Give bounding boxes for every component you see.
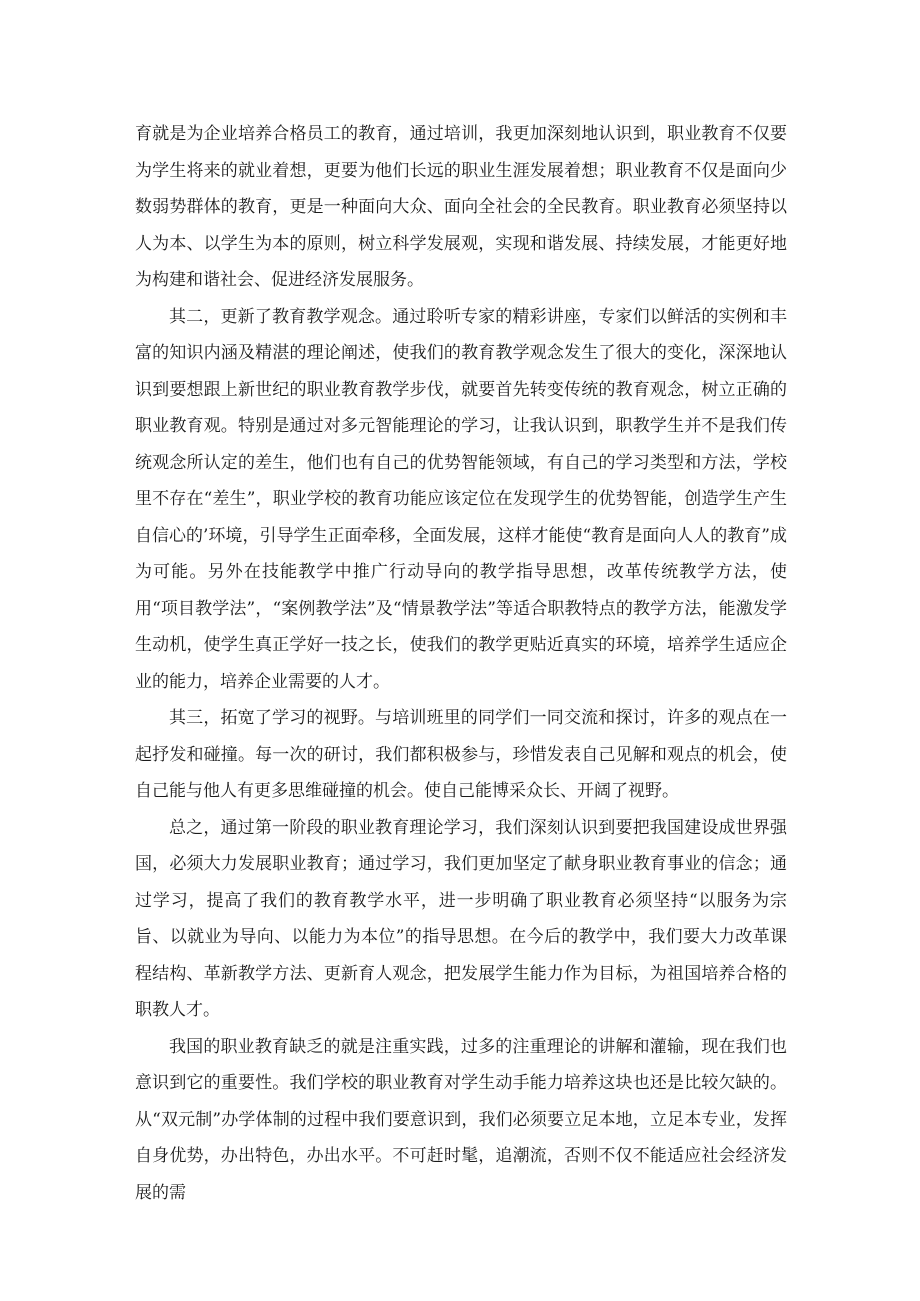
paragraph-1: 育就是为企业培养合格员工的教育，通过培训，我更加深刻地认识到，职业教育不仅要为学生将来的就业着想，更要为他们长远的职业生涯发展着想；职业教育不仅是面向少数弱势群体的教育，更是一种面向大众、面向全社会的全民教育。职业教育必须坚持以人为本、以学生为本的原则，树立科学发展观，实现和谐发展、持续发展，才能更好地为构建和谐社会、促进经济发展服务。 <box>135 124 787 290</box>
paragraph-2: 其二，更新了教育教学观念。通过聆听专家的精彩讲座，专家们以鲜活的实例和丰富的知识内涵及精湛的理论阐述，使我们的教育教学观念发生了很大的变化，深深地认识到要想跟上新世纪的职业教育教学步伐，就要首先转变传统的教育观念，树立正确的职业教育观。特别是通过对多元智能理论的学习，让我认识到，职教学生并不是我们传统观念所认定的差生，他们也有自己的优势智能领域，有自己的学习类型和方法，学校里不存在“差生”，职业学校的教育功能应该定位在发现学生的优势智能，创造学生产生自信心的’环境，引导学生正面牵移，全面发展，这样才能使“教育是面向人人的教育”成为可能。另外在技能教学中推广行动导向的教学指导思想，改革传统教学方法，使用“项目教学法”，“案例教学法”及“情景教学法”等适合职教特点的教学方法，能激发学生动机，使学生真正学好一技之长，使我们的教学更贴近真实的环境，培养学生适应企业的能力，培养企业需要的人才。 <box>135 306 787 692</box>
paragraph-5: 我国的职业教育缺乏的就是注重实践，过多的注重理论的讲解和灌输，现在我们也意识到它的重要性。我们学校的职业教育对学生动手能力培养这块也还是比较欠缺的。从“双元制”办学体制的过程中我们要意识到，我们必须要立足本地，立足本专业，发挥自身优势，办出特色，办出水平。不可赶时髦，追潮流，否则不仅不能适应社会经济发展的需 <box>135 1036 787 1203</box>
paragraph-4: 总之，通过第一阶段的职业教育理论学习，我们深刻认识到要把我国建设成世界强国，必须大力发展职业教育；通过学习，我们更加坚定了献身职业教育事业的信念；通过学习，提高了我们的教育教学水平，进一步明确了职业教育必须坚持“以服务为宗旨、以就业为导向、以能力为本位”的指导思想。在今后的教学中，我们要大力改革课程结构、革新教学方法、更新育人观念，把发展学生能力作为目标，为祖国培养合格的职教人才。 <box>135 817 787 1020</box>
paragraph-3: 其三，拓宽了学习的视野。与培训班里的同学们一同交流和探讨，许多的观点在一起抒发和碰撞。每一次的研讨，我们都积极参与，珍惜发表自己见解和观点的机会，使自己能与他人有更多思维碰撞的机会。使自己能博采众长、开阔了视野。 <box>135 708 787 801</box>
body-text <box>135 116 787 1211</box>
